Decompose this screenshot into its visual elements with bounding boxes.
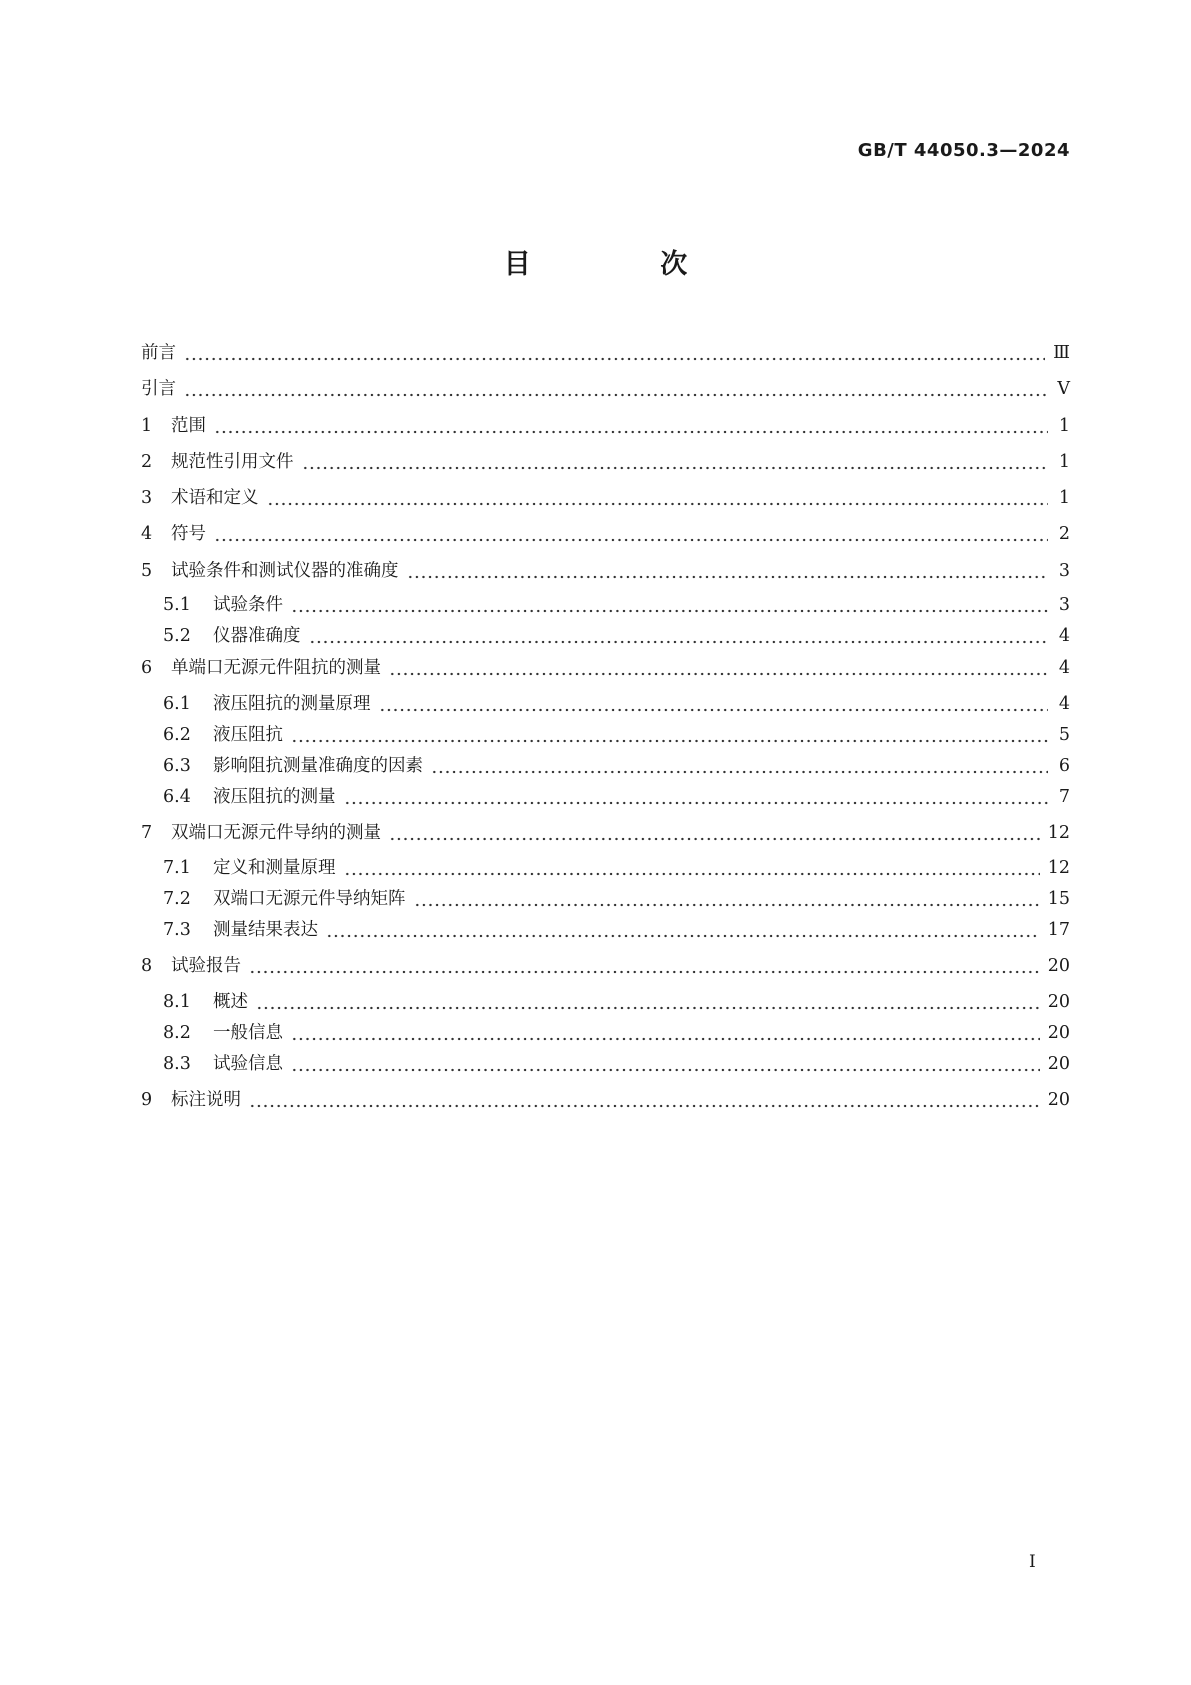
toc-entry-page: 4 bbox=[1058, 694, 1070, 714]
toc-entry-page: 15 bbox=[1047, 889, 1070, 909]
toc-leader-dots bbox=[379, 689, 1049, 719]
toc-entry-page: 2 bbox=[1058, 524, 1070, 544]
toc-entry-page: 20 bbox=[1047, 1023, 1070, 1043]
toc-entry[interactable] bbox=[163, 987, 1070, 1017]
toc-entry-page: 12 bbox=[1047, 823, 1070, 843]
toc-leader-dots bbox=[389, 653, 1048, 683]
toc-entry[interactable] bbox=[141, 483, 1070, 513]
toc-entry-number: 5 bbox=[141, 561, 153, 581]
toc-leader-dots bbox=[344, 782, 1049, 812]
toc-entry-page: 3 bbox=[1058, 595, 1070, 615]
toc-entry[interactable] bbox=[163, 689, 1070, 719]
toc-entry-label: 一般信息 bbox=[213, 1023, 283, 1043]
toc-entry[interactable] bbox=[163, 853, 1070, 883]
toc-entry-page: 7 bbox=[1058, 787, 1070, 807]
toc-entry-number: 8.3 bbox=[163, 1054, 191, 1074]
toc-entry[interactable] bbox=[163, 621, 1070, 651]
toc-entry-page: 12 bbox=[1047, 858, 1070, 878]
toc-entry-page: 20 bbox=[1047, 992, 1070, 1012]
toc-entry[interactable] bbox=[141, 951, 1070, 981]
toc-entry-label: 标注说明 bbox=[171, 1090, 241, 1110]
toc-entry-page: 20 bbox=[1047, 1090, 1070, 1110]
toc-entry[interactable] bbox=[163, 1049, 1070, 1079]
toc-leader-dots bbox=[291, 720, 1048, 750]
toc-entry-number: 6.3 bbox=[163, 756, 191, 776]
toc-leader-dots bbox=[249, 1085, 1040, 1115]
toc-entry-number: 8.2 bbox=[163, 1023, 191, 1043]
toc-entry-label: 术语和定义 bbox=[171, 488, 259, 508]
toc-entry[interactable] bbox=[141, 519, 1070, 549]
toc-entry-number: 7.1 bbox=[163, 858, 191, 878]
toc-entry[interactable] bbox=[141, 338, 1070, 368]
toc-entry-label: 仪器准确度 bbox=[213, 626, 301, 646]
toc-leader-dots bbox=[291, 1018, 1040, 1048]
toc-entry-page: 4 bbox=[1058, 658, 1070, 678]
toc-entry-number: 6 bbox=[141, 658, 153, 678]
toc-entry-page: 1 bbox=[1058, 488, 1070, 508]
toc-entry-label: 试验条件和测试仪器的准确度 bbox=[171, 561, 399, 581]
toc-entry-number: 7.2 bbox=[163, 889, 191, 909]
toc-entry-label: 试验条件 bbox=[213, 595, 283, 615]
toc-entry-label: 引言 bbox=[141, 379, 176, 399]
toc-entry-label: 试验报告 bbox=[171, 956, 241, 976]
toc-leader-dots bbox=[214, 519, 1048, 549]
toc-leader-dots bbox=[407, 556, 1049, 586]
toc-entry[interactable] bbox=[141, 447, 1070, 477]
toc-leader-dots bbox=[184, 374, 1048, 404]
toc-entry-label: 液压阻抗的测量 bbox=[213, 787, 336, 807]
toc-entry-number: 4 bbox=[141, 524, 153, 544]
toc-entry-number: 1 bbox=[141, 416, 153, 436]
toc-leader-dots bbox=[249, 951, 1040, 981]
toc-entry-number: 9 bbox=[141, 1090, 153, 1110]
toc-entry[interactable] bbox=[141, 818, 1070, 848]
toc-entry-page: 1 bbox=[1058, 452, 1070, 472]
toc-entry[interactable] bbox=[141, 1085, 1070, 1115]
toc-entry[interactable] bbox=[141, 374, 1070, 404]
toc-entry[interactable] bbox=[163, 751, 1070, 781]
toc-entry-page: 17 bbox=[1047, 920, 1070, 940]
toc-entry[interactable] bbox=[163, 884, 1070, 914]
toc-leader-dots bbox=[256, 987, 1040, 1017]
toc-entry-label: 影响阻抗测量准确度的因素 bbox=[213, 756, 423, 776]
toc-leader-dots bbox=[291, 1049, 1040, 1079]
toc-entry-label: 规范性引用文件 bbox=[171, 452, 294, 472]
toc-entry-page: Ⅴ bbox=[1057, 379, 1070, 399]
toc-entry-label: 单端口无源元件阻抗的测量 bbox=[171, 658, 381, 678]
toc-entry-number: 6.2 bbox=[163, 725, 191, 745]
toc-entry-number: 6.4 bbox=[163, 787, 191, 807]
toc-entry-label: 双端口无源元件导纳矩阵 bbox=[213, 889, 406, 909]
toc-entry-number: 7 bbox=[141, 823, 153, 843]
toc-leader-dots bbox=[389, 818, 1040, 848]
toc-leader-dots bbox=[309, 621, 1049, 651]
toc-entry-number: 3 bbox=[141, 488, 153, 508]
toc-entry-page: 20 bbox=[1047, 956, 1070, 976]
toc-entry-number: 5.2 bbox=[163, 626, 191, 646]
toc-entry-page: Ⅲ bbox=[1053, 343, 1070, 363]
toc-leader-dots bbox=[344, 853, 1040, 883]
toc-entry-page: 6 bbox=[1058, 756, 1070, 776]
toc-leader-dots bbox=[184, 338, 1045, 368]
toc-entry-label: 试验信息 bbox=[213, 1054, 283, 1074]
toc-entry[interactable] bbox=[141, 653, 1070, 683]
page-number: Ⅰ bbox=[1029, 1552, 1036, 1572]
toc-entry[interactable] bbox=[163, 915, 1070, 945]
standard-number: GB/T 44050.3—2024 bbox=[857, 140, 1070, 161]
toc-entry-label: 液压阻抗的测量原理 bbox=[213, 694, 371, 714]
toc-entry[interactable] bbox=[141, 556, 1070, 586]
toc-entry[interactable] bbox=[141, 411, 1070, 441]
toc-entry-label: 测量结果表达 bbox=[213, 920, 318, 940]
toc-entry[interactable] bbox=[163, 590, 1070, 620]
toc-entry-page: 1 bbox=[1058, 416, 1070, 436]
toc-entry-label: 符号 bbox=[171, 524, 206, 544]
toc-leader-dots bbox=[291, 590, 1048, 620]
toc-entry-label: 前言 bbox=[141, 343, 176, 363]
toc-entry-page: 3 bbox=[1058, 561, 1070, 581]
toc-entry[interactable] bbox=[163, 782, 1070, 812]
toc-entry-number: 6.1 bbox=[163, 694, 191, 714]
toc-entry[interactable] bbox=[163, 720, 1070, 750]
toc-leader-dots bbox=[326, 915, 1040, 945]
toc-entry-number: 8.1 bbox=[163, 992, 191, 1012]
toc-entry-label: 双端口无源元件导纳的测量 bbox=[171, 823, 381, 843]
toc-entry-label: 定义和测量原理 bbox=[213, 858, 336, 878]
toc-entry-label: 概述 bbox=[213, 992, 248, 1012]
toc-entry-number: 5.1 bbox=[163, 595, 191, 615]
toc-leader-dots bbox=[302, 447, 1049, 477]
toc-entry[interactable] bbox=[163, 1018, 1070, 1048]
toc-entry-label: 范围 bbox=[171, 416, 206, 436]
toc-entry-number: 7.3 bbox=[163, 920, 191, 940]
toc-leader-dots bbox=[267, 483, 1049, 513]
toc-entry-page: 5 bbox=[1058, 725, 1070, 745]
toc-entry-page: 20 bbox=[1047, 1054, 1070, 1074]
toc-leader-dots bbox=[431, 751, 1048, 781]
toc-leader-dots bbox=[414, 884, 1040, 914]
toc-leader-dots bbox=[214, 411, 1048, 441]
page-title: 目 次 bbox=[503, 249, 748, 280]
toc-entry-number: 2 bbox=[141, 452, 153, 472]
toc-entry-number: 8 bbox=[141, 956, 153, 976]
toc-entry-label: 液压阻抗 bbox=[213, 725, 283, 745]
toc-entry-page: 4 bbox=[1058, 626, 1070, 646]
